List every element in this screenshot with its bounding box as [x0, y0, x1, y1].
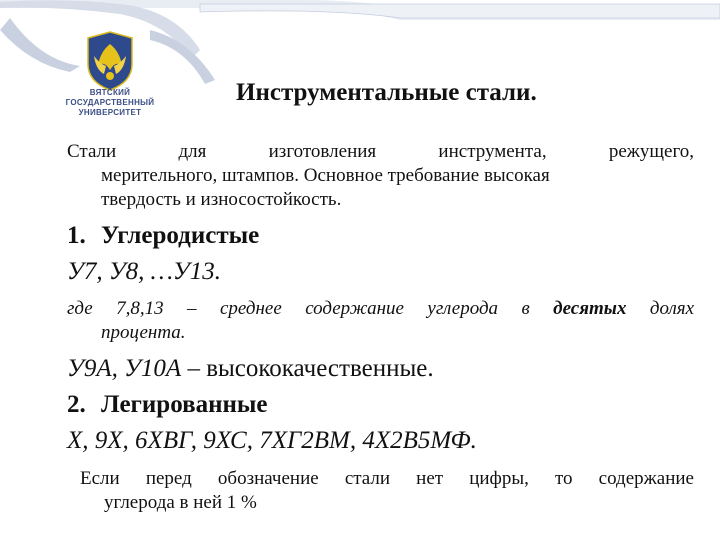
- university-name: [62, 88, 158, 118]
- intro-line: мерительного, штампов. Основное требование высокая: [101, 165, 550, 186]
- footnote-word: обозначение: [217, 468, 319, 489]
- carbon-note: [67, 297, 694, 345]
- slide-title: Инструментальные стали.: [236, 79, 537, 106]
- intro-word: режущего,: [608, 141, 695, 162]
- section-number: 2.: [67, 391, 86, 418]
- note-emphasis: десятых: [553, 298, 627, 319]
- high-quality-text: – высококачественные.: [181, 355, 434, 382]
- carbon-note-line: процента.: [101, 322, 186, 343]
- intro-word: инструмента,: [438, 141, 547, 162]
- carbon-note-line: [67, 297, 694, 321]
- note-word: содержание: [305, 298, 404, 319]
- university-name-line: ВЯТСКИЙ: [89, 88, 131, 97]
- section-heading-text: Легированные: [101, 391, 268, 418]
- note-word: где: [67, 298, 93, 319]
- note-word: долях: [649, 298, 695, 319]
- footnote-word: содержание: [598, 468, 694, 489]
- high-quality-line: [67, 354, 694, 384]
- section-1-heading: [67, 221, 694, 251]
- note-word: –: [187, 298, 197, 319]
- intro-word: Стали: [67, 141, 117, 162]
- section-heading-text: Углеродистые: [101, 222, 260, 249]
- university-name-line: УНИВЕРСИТЕТ: [78, 108, 142, 117]
- intro-line: твердость и износостойкость.: [101, 189, 342, 210]
- footnote-word: нет: [416, 468, 444, 489]
- intro-paragraph: [67, 140, 694, 212]
- note-word: в: [521, 298, 530, 319]
- footnote-word: цифры,: [469, 468, 529, 489]
- footnote-word: стали: [344, 468, 391, 489]
- intro-line: [67, 140, 694, 164]
- section-2-heading: [67, 390, 694, 420]
- note-word: 7,8,13: [116, 298, 164, 319]
- carbon-steel-grades: У7, У8, …У13.: [67, 258, 221, 285]
- footnote-line: углерода в ней 1 %: [104, 492, 257, 513]
- university-name-line: ГОСУДАРСТВЕННЫЙ: [65, 98, 155, 107]
- intro-word: изготовления: [268, 141, 377, 162]
- footnote-word: Если: [80, 468, 120, 489]
- footnote-word: перед: [145, 468, 192, 489]
- note-word: углерода: [427, 298, 499, 319]
- high-quality-grades: У9А, У10А: [67, 355, 182, 382]
- intro-word: для: [178, 141, 207, 162]
- footnote: [80, 467, 694, 515]
- note-word: среднее: [219, 298, 282, 319]
- footnote-word: то: [554, 468, 573, 489]
- footnote-line: [80, 467, 694, 491]
- section-number: 1.: [67, 222, 86, 249]
- alloy-steel-grades: Х, 9Х, 6ХВГ, 9ХС, 7ХГ2ВМ, 4Х2В5МФ.: [67, 427, 477, 454]
